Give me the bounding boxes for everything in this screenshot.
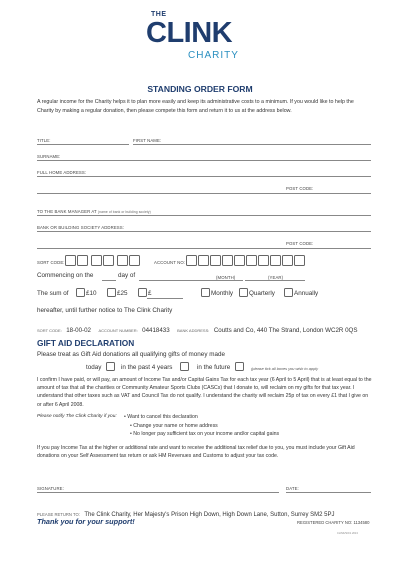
amount-other-checkbox[interactable] — [138, 288, 147, 297]
intro-text: A regular income for the Charity helps it to plan more easily and keep its administrative costs to a minimum. If you would like to help the Charity by making a regular donation, then please compete this form and return it to us at the address below. — [37, 99, 354, 114]
registered-charity: REGISTERED CHARITY NO: 1134580 — [297, 520, 370, 525]
amount-other-field[interactable] — [147, 298, 183, 299]
logo-charity: CHARITY — [188, 50, 239, 61]
post-code-field-2[interactable] — [37, 248, 371, 249]
notify-label: Please notify The Clink Charity if you: — [37, 414, 117, 419]
monthly-label: Monthly — [211, 290, 234, 297]
tick-note: (please tick all boxes you wish to apply — [251, 366, 319, 371]
annually-label: Annually — [294, 290, 319, 297]
gift-aid-heading: GIFT AID DECLARATION — [37, 338, 135, 348]
quarterly-label: Quarterly — [249, 290, 275, 297]
commencing-month-field[interactable] — [139, 280, 243, 281]
commencing-year-field[interactable] — [245, 280, 305, 281]
footnote: CLINK/SO/1 2013 — [337, 532, 358, 535]
surname-field[interactable] — [37, 160, 371, 161]
logo-clink: CLINK — [146, 17, 233, 49]
surname-label: SURNAME: — [37, 154, 61, 159]
today-label: today — [86, 364, 102, 371]
bank-manager-field[interactable] — [37, 215, 371, 216]
gift-aid-treat: Please treat as Gift Aid donations all qualifying gifts of money made — [37, 351, 225, 358]
future-checkbox[interactable] — [235, 362, 244, 371]
amount-other-label: £ — [148, 290, 152, 297]
title-field[interactable] — [37, 144, 129, 145]
commencing-month-label: (MONTH) — [216, 275, 236, 280]
post-code-label-1: POST CODE: — [286, 186, 314, 191]
logo — [140, 10, 264, 66]
commencing-day-label: day of — [118, 272, 136, 279]
gift-aid-confirm: I confirm I have paid, or will pay, an amount of Income Tax and/or Capital Gains Tax for each tax year (6 April to 5 April) that is at least equal to the amount of tax that all the charities or Community Amateur Sports Clubs (CASCs) that I donate to, will reclaim on my gifts for that tax year. I understand that other taxes such as VAT and Council Tax do not qualify. I understand the charity will reclaim 25p of tax on every £1 that I give on or after 6 April 2008. — [37, 377, 372, 408]
home-address-field[interactable] — [37, 176, 371, 177]
signature-label: SIGNATURE: — [37, 486, 64, 491]
bank-manager-note: (name of bank or building society) — [97, 210, 151, 214]
first-name-label: FIRST NAME: — [133, 138, 162, 143]
return-label: PLEASE RETURN TO: — [37, 512, 80, 517]
post-code-label-2: POST CODE: — [286, 241, 314, 246]
post-code-field-1[interactable] — [37, 193, 371, 194]
account-no-label: ACCOUNT NO: — [154, 260, 186, 265]
bank-manager-label — [37, 209, 151, 214]
account-no-boxes[interactable] — [186, 255, 316, 266]
bank-details — [37, 319, 358, 337]
bank-address-detail-label: BANK ADDRESS: — [177, 328, 210, 333]
future-label: in the future — [197, 364, 231, 371]
thank-you-text: Thank you for your support! — [37, 517, 135, 526]
home-address-label: FULL HOME ADDRESS: — [37, 170, 87, 175]
today-checkbox[interactable] — [106, 362, 115, 371]
amount-25-checkbox[interactable] — [107, 288, 116, 297]
monthly-checkbox[interactable] — [201, 288, 210, 297]
sort-code-boxes[interactable] — [65, 255, 145, 266]
return-value: The Clink Charity, Her Majesty's Prison High Down, High Down Lane, Sutton, Surrey SM2 5PJ — [84, 512, 335, 518]
date-field[interactable] — [286, 492, 371, 493]
commencing-day-field[interactable] — [102, 280, 116, 281]
signature-field[interactable] — [37, 492, 279, 493]
first-name-field[interactable] — [133, 144, 371, 145]
bank-manager-text: TO THE BANK MANAGER AT — [37, 209, 97, 214]
amount-10-checkbox[interactable] — [76, 288, 85, 297]
amount-label: The sum of — [37, 290, 69, 297]
annually-checkbox[interactable] — [284, 288, 293, 297]
sort-code-label: SORT CODE: — [37, 260, 65, 265]
notify-list — [124, 413, 279, 439]
hereafter-text: hereafter, until further notice to The Clink Charity — [37, 307, 173, 314]
page-title: STANDING ORDER FORM — [147, 84, 253, 94]
notify-item: • Change your name or home address — [130, 422, 218, 429]
date-label: DATE: — [286, 486, 299, 491]
title-label: TITLE: — [37, 138, 51, 143]
sort-code-value: 18-00-02 — [66, 327, 91, 334]
past-4-years-checkbox[interactable] — [180, 362, 189, 371]
account-number-label: ACCOUNT NUMBER: — [98, 328, 138, 333]
sort-code-detail-label: SORT CODE: — [37, 328, 62, 333]
commencing-label: Commencing on the — [37, 272, 94, 279]
notify-item: • No longer pay sufficient tax on your income and/or capital gains — [130, 431, 280, 438]
commencing-year-label: (YEAR) — [268, 275, 284, 280]
logo-the: THE — [151, 11, 167, 18]
bank-address-field[interactable] — [37, 231, 371, 232]
higher-rate-text: If you pay Income Tax at the higher or additional rate and want to receive the additional tax relief due to you, you must include your Gift Aid donations on your Self Assessment tax return or ask HM Revenues and Customs to adjust your tax code. — [37, 445, 355, 460]
bank-address-label: BANK OR BUILDING SOCIETY ADDRESS: — [37, 225, 125, 230]
past-4-years-label: in the past 4 years — [121, 364, 173, 371]
amount-10-label: £10 — [86, 290, 97, 297]
account-number-value: 04418433 — [142, 327, 170, 334]
amount-25-label: £25 — [117, 290, 128, 297]
quarterly-checkbox[interactable] — [239, 288, 248, 297]
bank-address-value: Coutts and Co, 440 The Strand, London WC2R 0QS — [213, 327, 358, 334]
notify-item: • Want to cancel this declaration — [124, 414, 198, 420]
